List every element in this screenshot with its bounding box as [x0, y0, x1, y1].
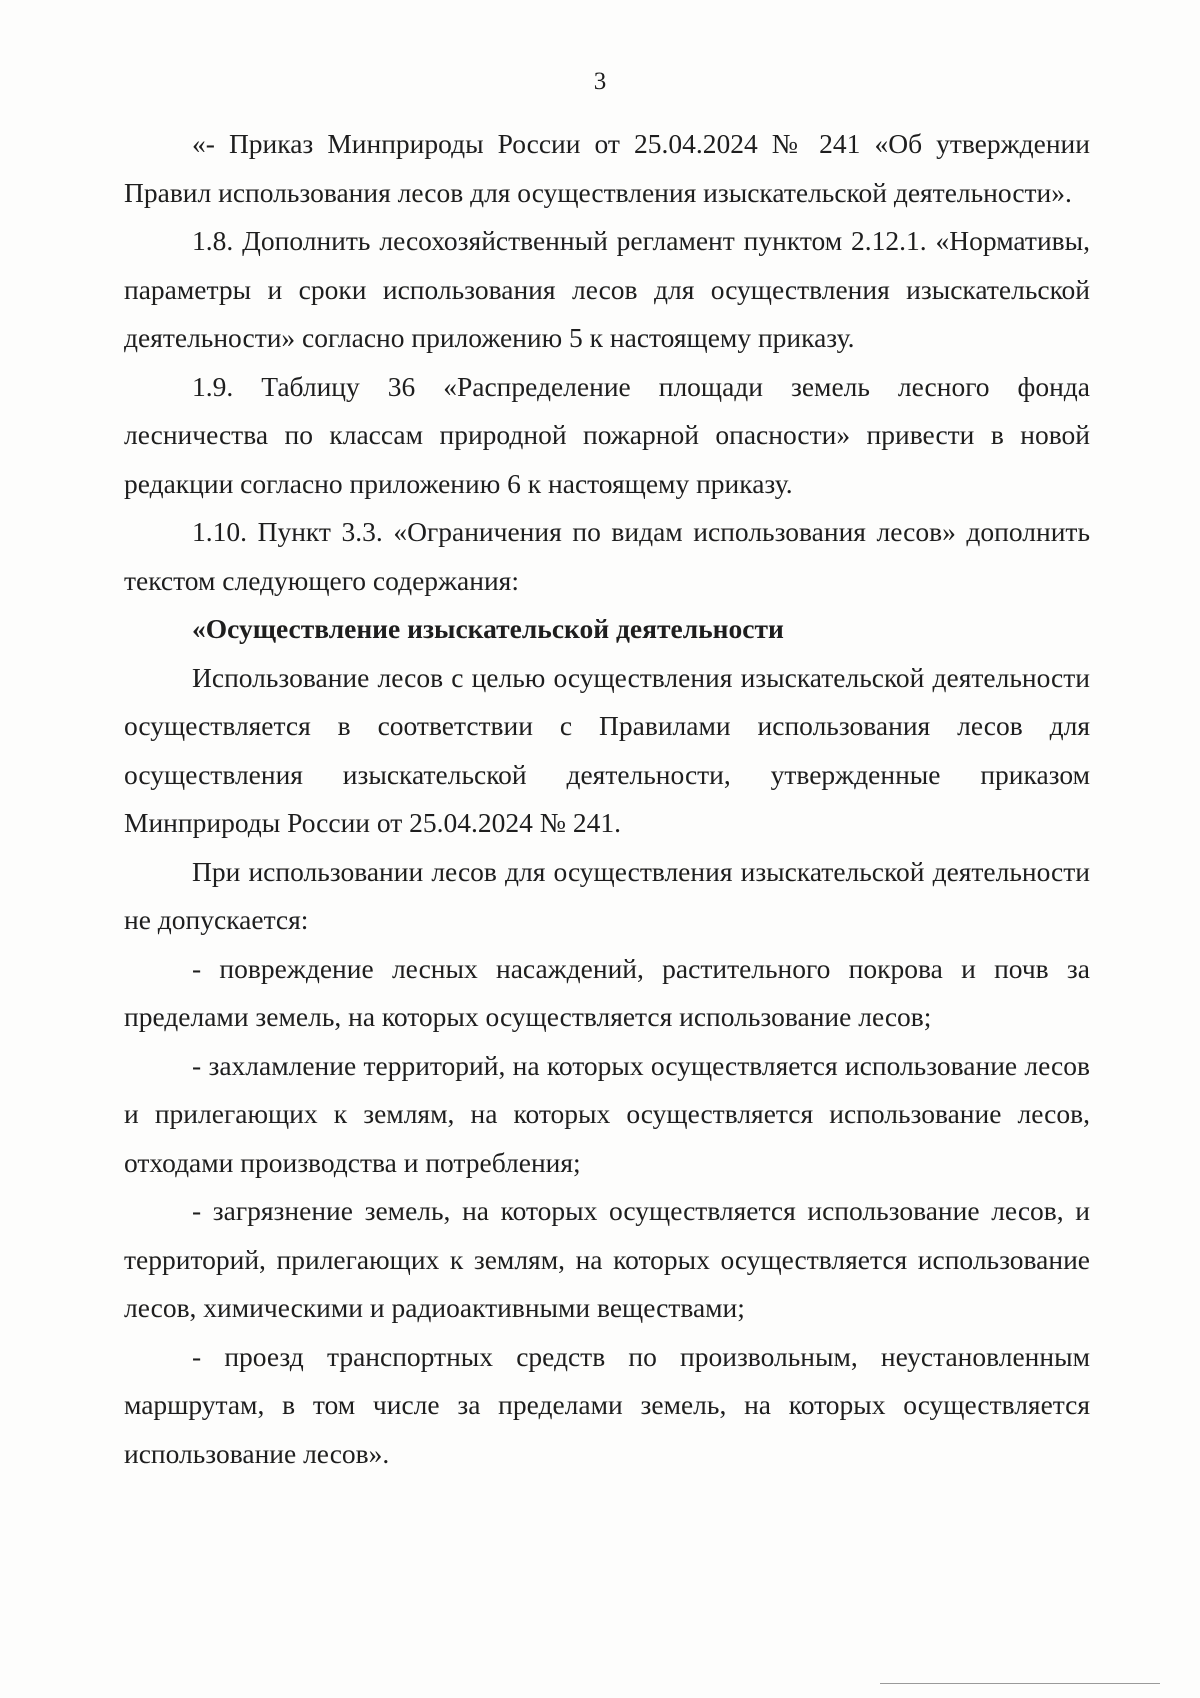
section-heading: «Осуществление изыскательской деятельности [192, 613, 784, 644]
paragraph-order-reference: «- Приказ Минприроды России от 25.04.2024 № 241 «Об утверждении Правил использования лесов для осуществления изыскательской деятельности». [124, 128, 1090, 208]
paragraph-1-9: 1.9. Таблицу 36 «Распределение площади земель лесного фонда лесничества по классам природной пожарной опасности» привести в новой редакции согласно приложению 6 к настоящему приказу. [124, 370, 1090, 499]
bottom-divider [880, 1683, 1160, 1684]
paragraph-1-8: 1.8. Дополнить лесохозяйственный регламент пунктом 2.12.1. «Нормативы, параметры и сроки использования лесов для осуществления изыскательской деятельности» согласно приложению 5 к настоящему приказу. [124, 225, 1090, 353]
paragraph-not-allowed: При использовании лесов для осуществления изыскательской деятельности не допускается: [124, 855, 1090, 935]
list-item-vehicles: - проезд транспортных средств по произвольным, неустановленным маршрутам, в том числе за пределами земель, на которых осуществляется использование лесов». [124, 1340, 1090, 1469]
page-number: 3 [593, 68, 607, 95]
list-item-pollution: - загрязнение земель, на которых осуществляется использование лесов, и территорий, прилегающих к землям, на которых осуществляется использование лесов, химическими и радиоактивными веществами; [124, 1195, 1090, 1323]
list-item-damage: - повреждение лесных насаждений, растительного покрова и почв за пределами земель, на которых осуществляется использование лесов; [124, 952, 1090, 1032]
paragraph-forest-use: Использование лесов с целью осуществления изыскательской деятельности осуществляется в соответствии с Правилами использования лесов для осуществления изыскательской деятельности, утвержденные приказом Минприроды России от 25.04.2024 № 241. [124, 661, 1090, 838]
document-body [124, 120, 1090, 1478]
paragraph-1-10: 1.10. Пункт 3.3. «Ограничения по видам использования лесов» дополнить текстом следующего содержания: [124, 516, 1090, 596]
list-item-littering: - захламление территорий, на которых осуществляется использование лесов и прилегающих к землям, на которых осуществляется использование лесов, отходами производства и потребления; [124, 1049, 1090, 1178]
